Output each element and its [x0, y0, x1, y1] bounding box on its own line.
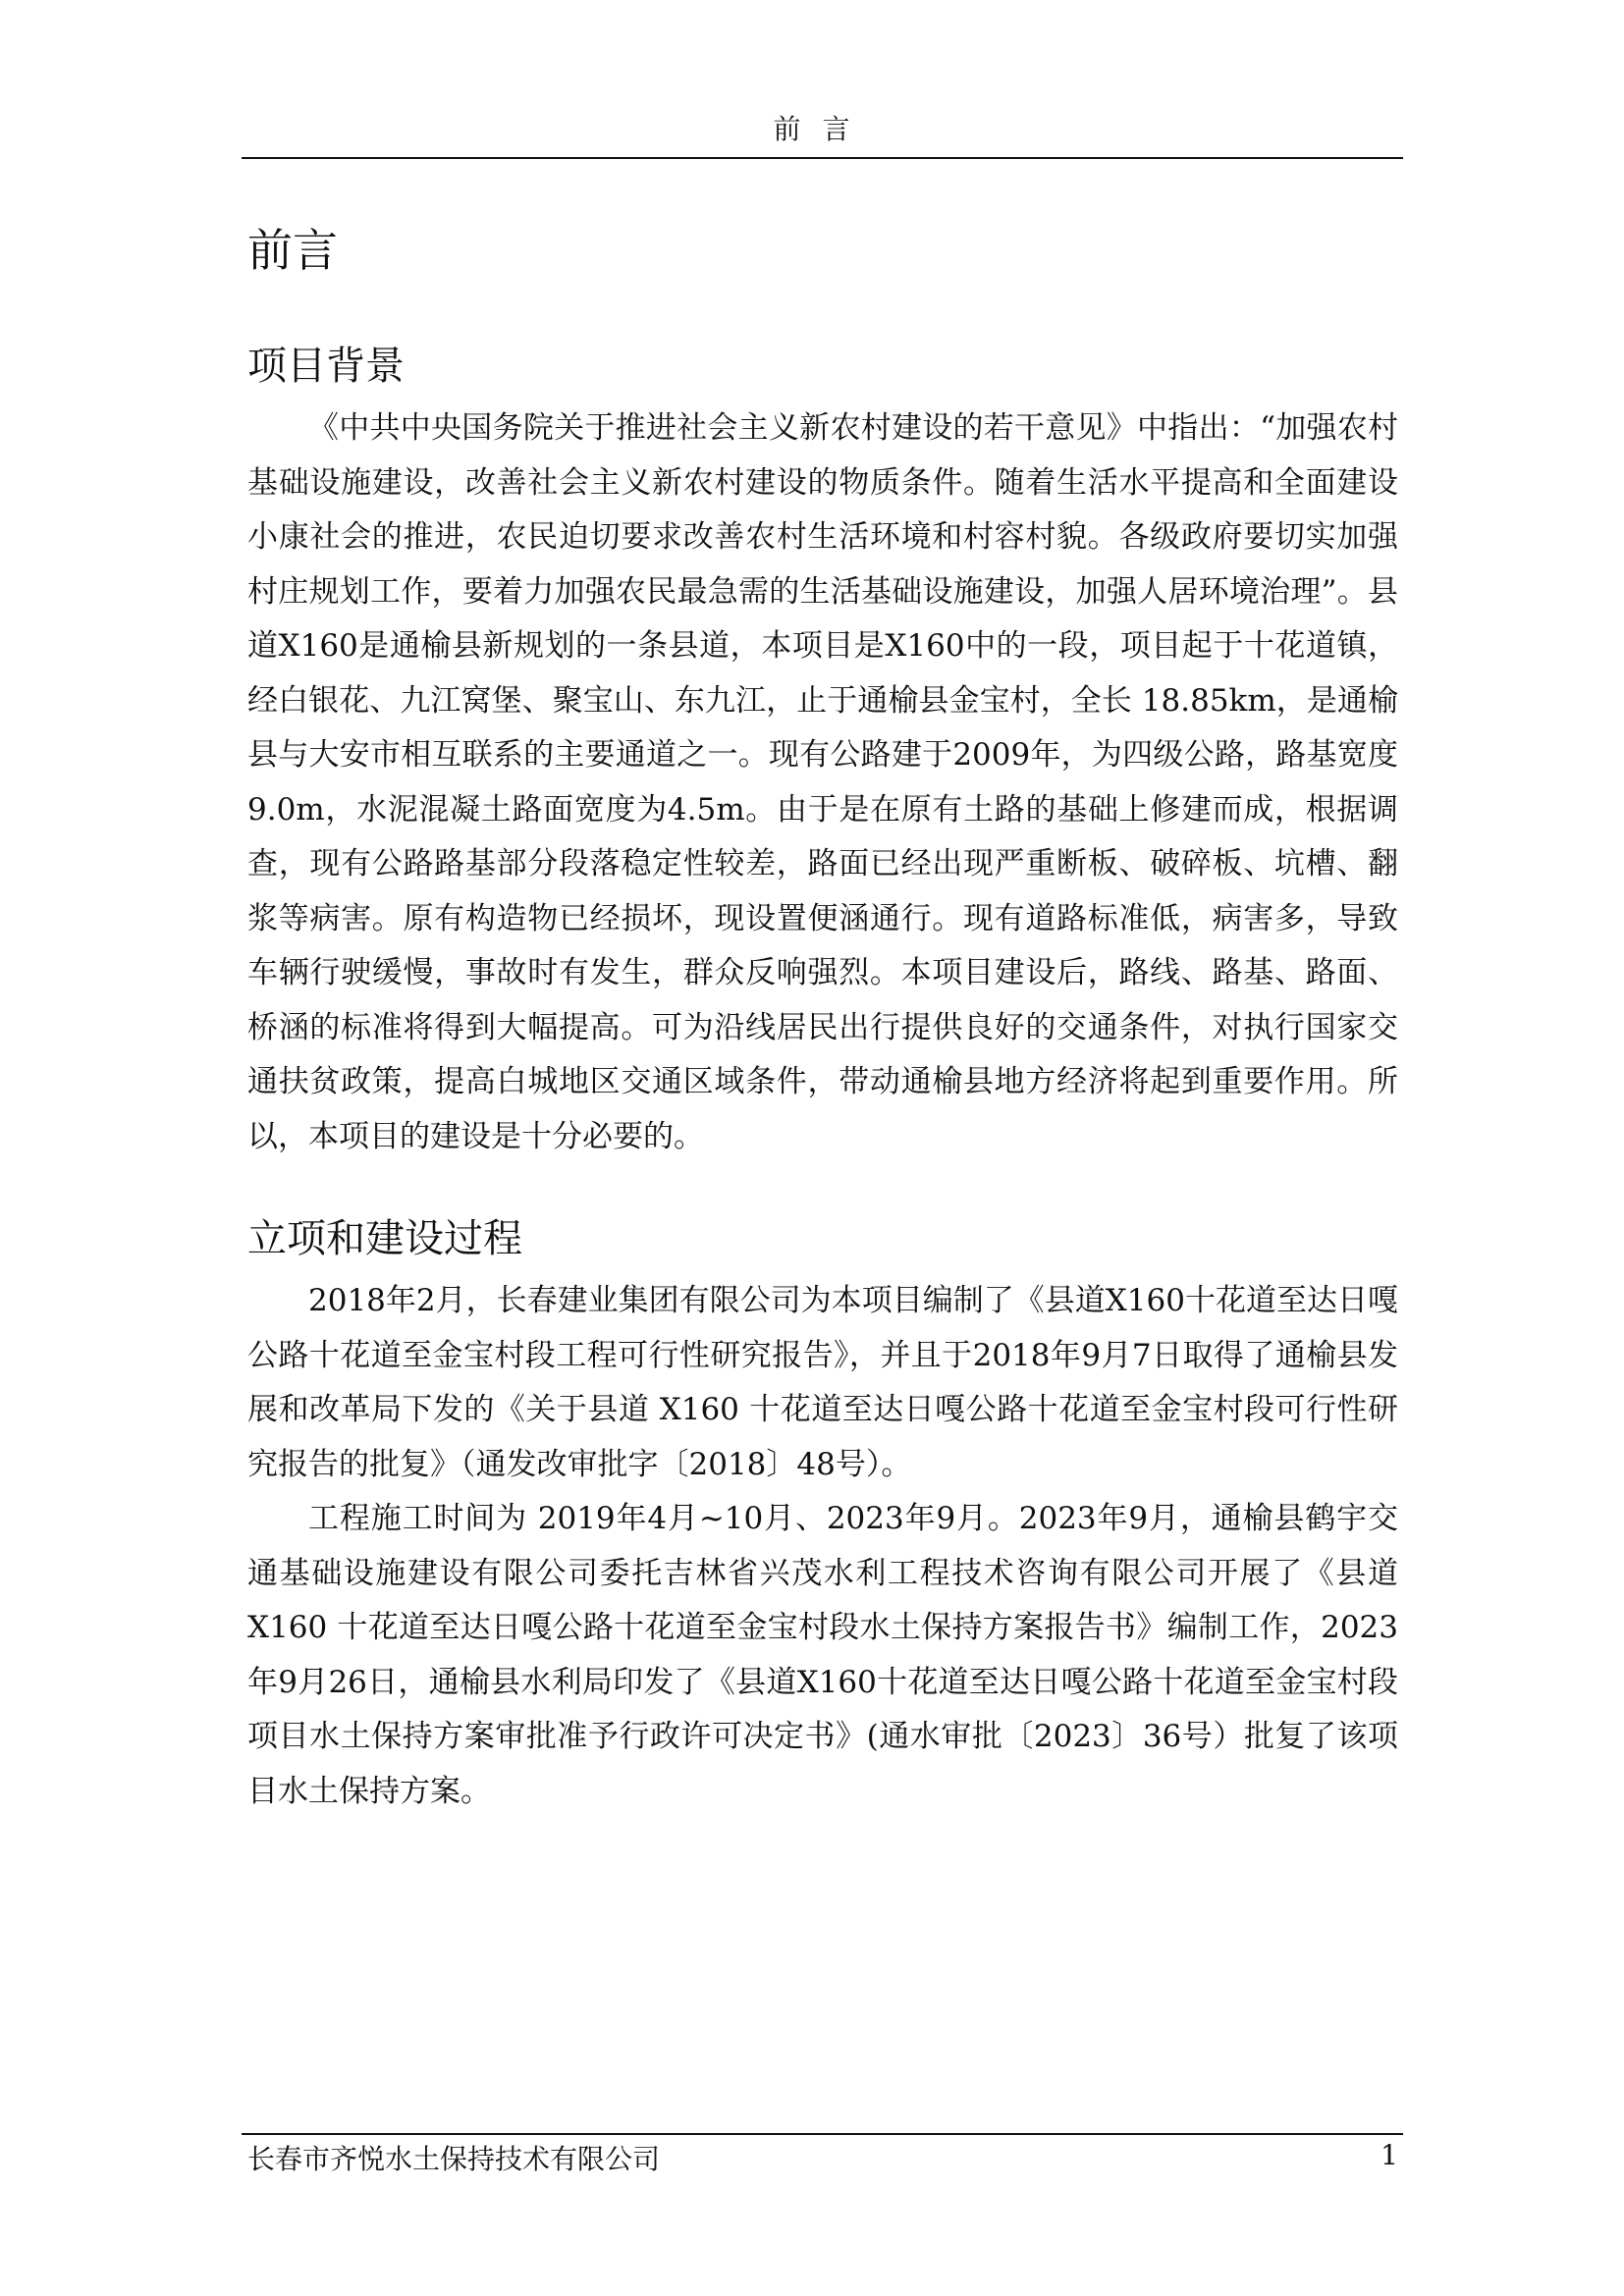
header-divider — [242, 157, 1403, 159]
page-title: 前言 — [247, 224, 338, 277]
document-body — [247, 196, 1398, 1819]
background-paragraph: 《中共中央国务院关于推进社会主义新农村建设的若干意见》中指出：“加强农村基础设施建设，改善社会主义新农村建设的物质条件。随着生活水平提高和全面建设小康社会的推进，农民迫切要求改善农村生活环境和村容村貌。各级政府要切实加强村庄规划工作，要着力加强农民最急需的生活基础设施建设，加强人居环境治理”。县道X160是通榆县新规划的一条县道，本项目是X160中的一段，项目起于十花道镇，经白银花、九江窝堡、聚宝山、东九江，止于通榆县金宝村，全长 18.85km，是通榆县与大安市相互联系的主要通道之一。现有公路建于2009年，为四级公路，路基宽度9.0m，水泥混凝土路面宽度为4.5m。由于是在原有土路的基础上修建而成，根据调查，现有公路路基部分段落稳定性较差，路面已经出现严重断板、破碎板、坑槽、翻浆等病害。原有构造物已经损坏，现设置便涵通行。现有道路标准低，病害多，导致车辆行驶缓慢，事故时有发生，群众反响强烈。本项目建设后，路线、路基、路面、桥涵的标准将得到大幅提高。可为沿线居民出行提供良好的交通条件，对执行国家交通扶贫政策，提高白城地区交通区域条件，带动通榆县地方经济将起到重要作用。所以，本项目的建设是十分必要的。 — [247, 410, 1398, 1154]
running-header: 前言 — [773, 113, 872, 145]
approval-paragraph-1: 2018年2月，长春建业集团有限公司为本项目编制了《县道X160十花道至达日嘎公路十花道至金宝村段工程可行性研究报告》，并且于2018年9月7日取得了通榆县发展和改革局下发的《关于县道 X160 十花道至达日嘎公路十花道至金宝村段可行性研究报告的批复》（通发改审批字〔2018〕48号）。 — [247, 1283, 1398, 1482]
section-heading-background: 项目背景 — [247, 344, 405, 389]
footer-divider — [242, 2133, 1403, 2135]
section-heading-approval: 立项和建设过程 — [247, 1216, 522, 1261]
approval-paragraph-2: 工程施工时间为 2019年4月~10月、2023年9月。2023年9月，通榆县鹤宇交通基础设施建设有限公司委托吉林省兴茂水利工程技术咨询有限公司开展了《县道 X160 十花道至达日嘎公路十花道至金宝村段水土保持方案报告书》编制工作，2023年9月26日，通榆县水利局印发了《县道X160十花道至达日嘎公路十花道至金宝村段项目水土保持方案审批准予行政许可决定书》(通水审批〔2023〕36号）批复了该项目水土保持方案。 — [247, 1501, 1398, 1809]
footer-company: 长春市齐悦水土保持技术有限公司 — [247, 2143, 661, 2175]
page-number: 1 — [1380, 2139, 1398, 2171]
